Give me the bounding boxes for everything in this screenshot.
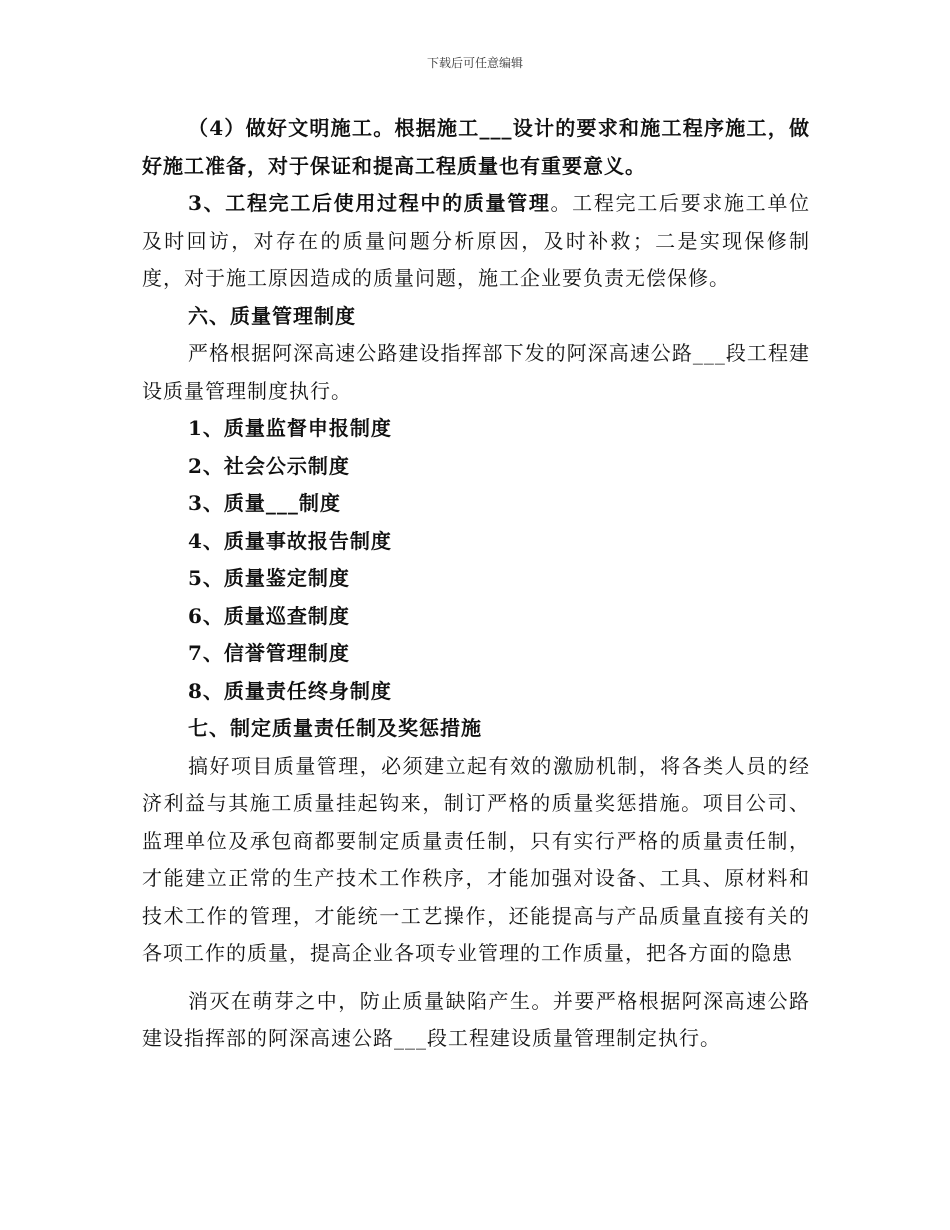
- paragraph-civilized-construction: [142, 110, 810, 185]
- section-heading-responsibility: [142, 710, 810, 748]
- list-item-6: [142, 598, 810, 636]
- list-item-1: [142, 410, 810, 448]
- list-item-4: [142, 523, 810, 561]
- list-item-text: 2、社会公示制度: [188, 453, 350, 478]
- section-heading-quality-system: [142, 298, 810, 336]
- page-header: 下载后可任意编辑: [426, 56, 523, 70]
- list-item-8: [142, 673, 810, 711]
- list-item-text: 1、质量监督申报制度: [188, 416, 392, 440]
- list-item-text: 3、质量___制度: [188, 491, 341, 515]
- paragraph-text: 消灭在萌芽之中，防止质量缺陷产生。并要严格根据阿深高速公路建设指挥部的阿深高速公路___段工程建设质量管理制定执行。: [142, 988, 810, 1050]
- paragraph-text: 。工程完工后要求施工单位及时回访，对存在的质量问题分析原因，及时补救；二是实现保修制度，对于施工原因造成的质量问题，施工企业要负责无偿保修。: [142, 191, 810, 290]
- document-body: [142, 110, 810, 1058]
- list-item-text: 7、信誉管理制度: [188, 641, 350, 665]
- paragraph-text: 严格根据阿深高速公路建设指挥部下发的阿深高速公路___段工程建设质量管理制度执行。: [142, 341, 810, 403]
- heading-text: 七、制定质量责任制及奖惩措施: [188, 716, 482, 740]
- list-item-7: [142, 635, 810, 673]
- list-item-text: 6、质量巡查制度: [188, 603, 350, 628]
- list-item-3: [142, 485, 810, 523]
- list-item-5: [142, 560, 810, 598]
- list-item-text: 4、质量事故报告制度: [188, 528, 392, 553]
- list-item-2: [142, 448, 810, 486]
- paragraph-text: 搞好项目质量管理，必须建立起有效的激励机制，将各类人员的经济利益与其施工质量挂起钩来，制订严格的质量奖惩措施。项目公司、监理单位及承包商都要制定质量责任制，只有实行严格的质量责任制，才能建立正常的生产技术工作秩序，才能加强对设备、工具、原材料和技术工作的管理，才能统一工艺操作，还能提高与产品质量直接有关的各项工作的质量，提高企业各项专业管理的工作质量，把各方面的隐患: [142, 753, 810, 965]
- paragraph-heading: 3、工程完工后使用过程中的质量管理: [188, 191, 551, 215]
- list-item-text: 8、质量责任终身制度: [188, 678, 392, 703]
- paragraph-quality-system-intro: [142, 335, 810, 410]
- paragraph-post-completion-quality: [142, 185, 810, 298]
- paragraph-incentive-mechanism: [142, 748, 810, 973]
- heading-text: 六、质量管理制度: [188, 303, 356, 328]
- list-item-text: 5、质量鉴定制度: [188, 566, 350, 590]
- paragraph-eliminate-hazards: [142, 983, 810, 1058]
- paragraph-bold-text: （4）做好文明施工。根据施工___设计的要求和施工程序施工，做好施工准备，对于保证和提高工程质量也有重要意义。: [142, 116, 810, 178]
